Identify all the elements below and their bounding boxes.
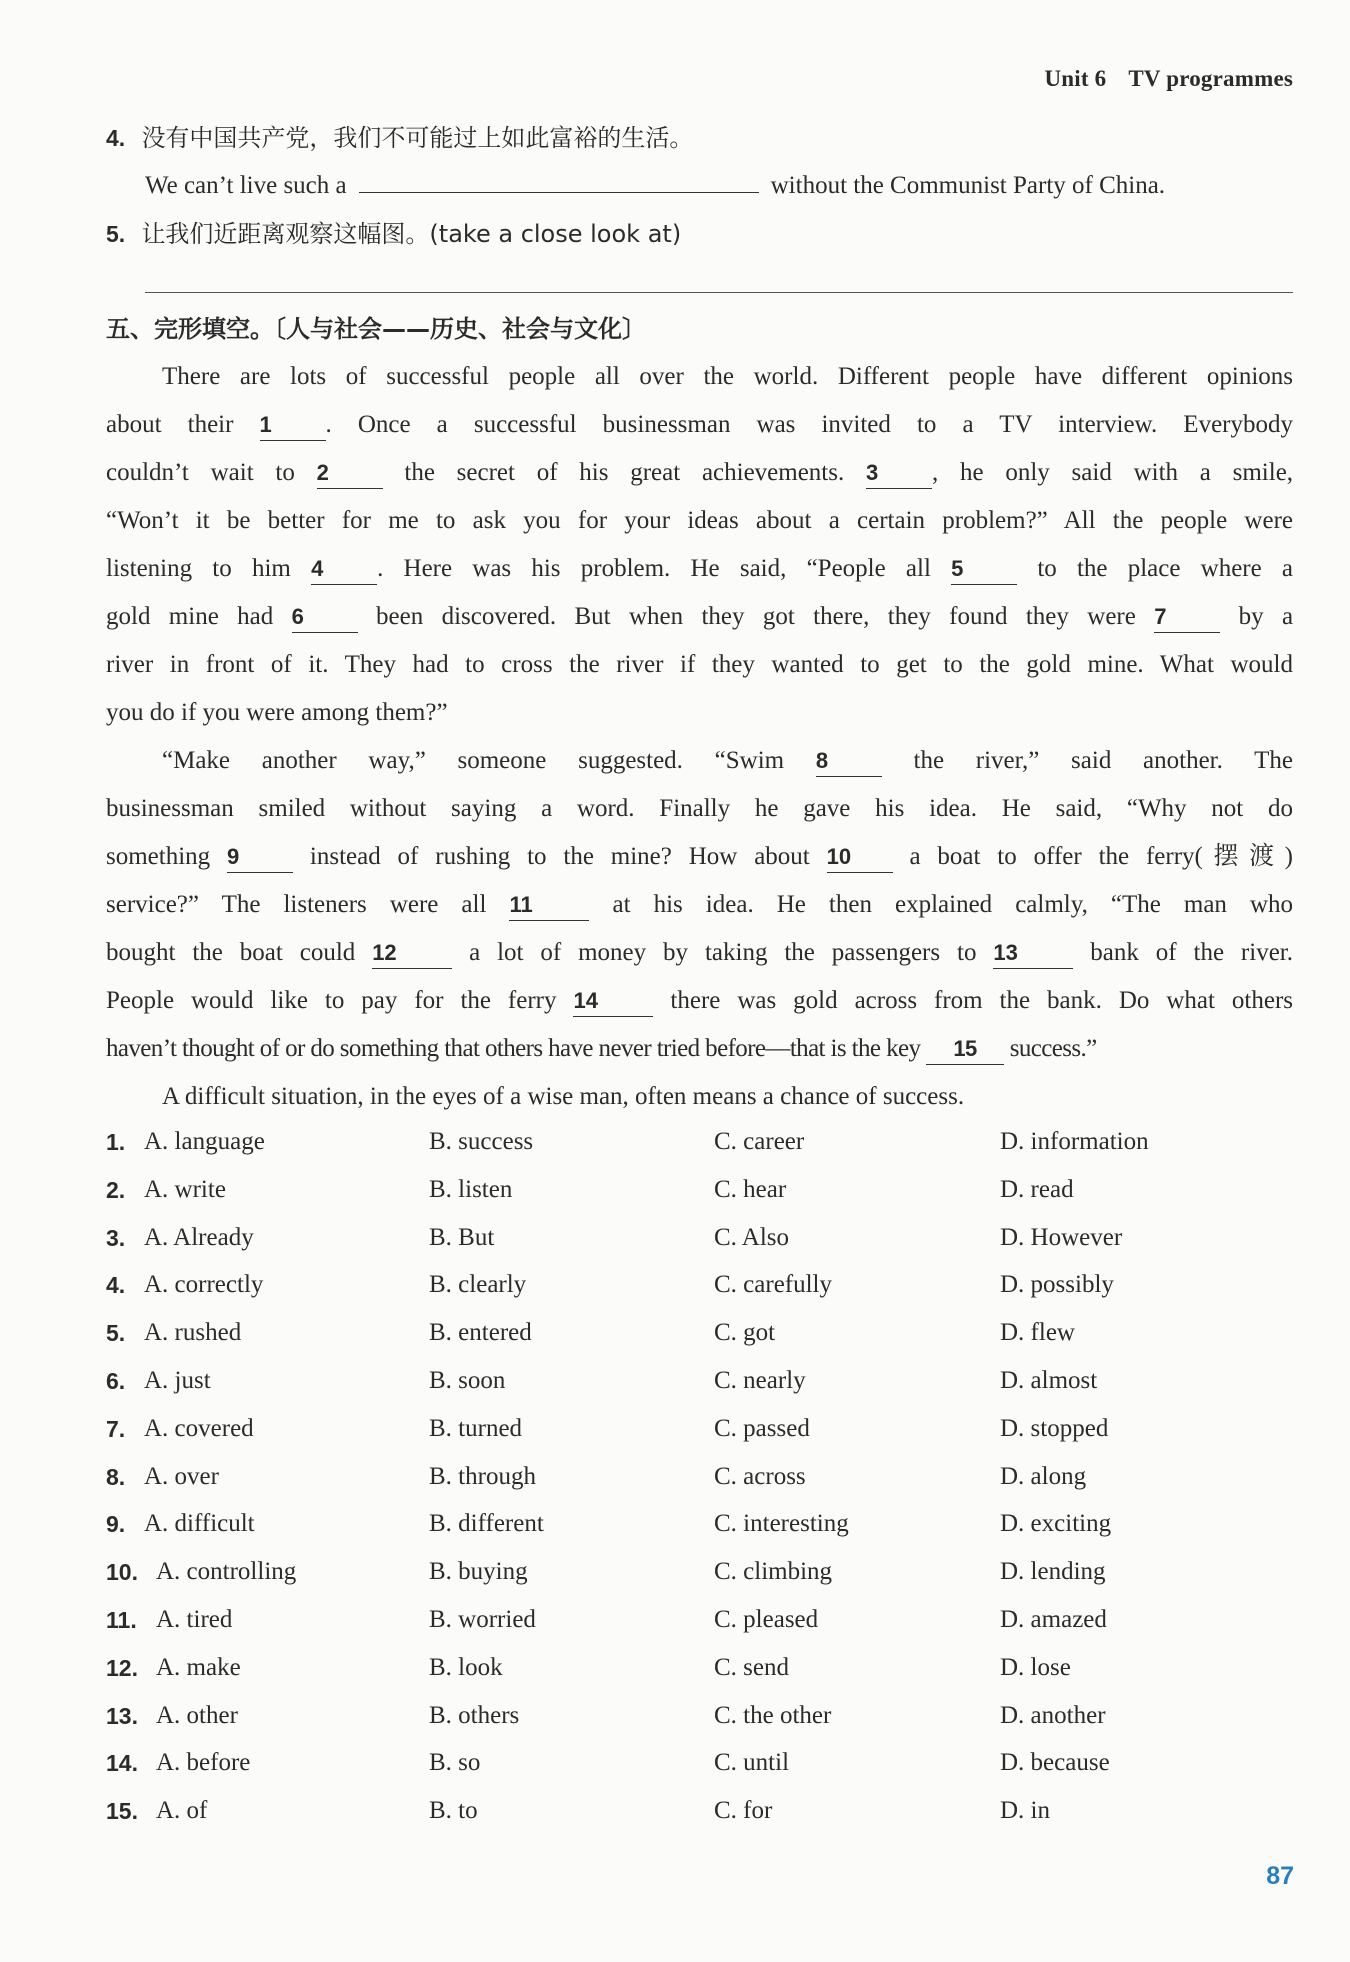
option-row [106,1453,1296,1501]
passage-line [106,497,1293,545]
unit-label: Unit 6 [1044,66,1107,91]
passage-text: the secret of his great achievements. [404,459,845,486]
passage-text: “Won’t it be better for me to ask you for your ideas about a certain problem?” All the people were [106,507,1293,534]
option-a[interactable]: A. other [156,1701,238,1729]
passage-line [162,1073,1293,1121]
option-row [106,1644,1296,1692]
passage-text: at his idea. He then explained calmly, “The man who [612,891,1294,918]
option-row [106,1166,1296,1214]
option-a[interactable]: A. just [144,1366,211,1394]
option-d[interactable]: D. flew [1000,1319,1075,1347]
option-c[interactable]: C. Also [714,1223,790,1251]
option-c[interactable]: C. until [714,1749,790,1777]
option-b[interactable]: B. to [429,1797,478,1825]
passage-text: “Make another way,” someone suggested. “Swim [162,747,785,774]
option-d[interactable]: D. information [1000,1128,1149,1155]
option-b[interactable]: B. worried [429,1605,536,1633]
option-number: 13. [106,1702,138,1729]
english-prefix: We can’t live such a [145,172,347,199]
option-d[interactable]: D. in [1000,1797,1050,1825]
option-number: 1. [106,1129,126,1155]
passage-line [106,977,1293,1025]
passage-line [106,545,1293,593]
passage-line [106,833,1293,881]
passage-text: , he only said with a smile, [932,459,1294,486]
passage-text: bought the boat could [106,939,356,966]
option-d[interactable]: D. lending [1000,1558,1106,1586]
option-b[interactable]: B. entered [429,1319,532,1347]
chinese-sentence: 让我们近距离观察这幅图。(take a close look at) [141,220,682,248]
option-number: 3. [106,1224,126,1251]
passage-text: by a [1238,603,1294,630]
blank-7[interactable]: 7 [1154,602,1220,633]
option-row [106,1739,1296,1787]
option-c[interactable]: C. carefully [714,1271,833,1299]
passage-text: to the place where a [1037,555,1294,582]
page-header [1044,66,1293,92]
option-d[interactable]: D. possibly [1000,1271,1114,1299]
passage-text: businessman smiled without saying a word. Finally he gave his idea. He said, “Why not do [106,795,1293,822]
option-number: 11. [106,1606,137,1633]
page-number: 87 [1266,1862,1294,1890]
option-number: 9. [106,1511,126,1538]
option-number: 8. [106,1463,126,1490]
option-b[interactable]: B. buying [429,1558,528,1586]
passage-line [106,1025,1293,1073]
option-c[interactable]: C. nearly [714,1366,806,1394]
passage-text: listening to him [106,555,291,582]
option-row [106,1548,1296,1596]
option-c[interactable]: C. hear [714,1175,787,1203]
option-b[interactable]: B. soon [429,1366,506,1394]
option-row [106,1405,1296,1453]
option-number: 14. [106,1750,138,1777]
passage-text: . Once a successful businessman was invited to a TV interview. Everybody [325,411,1293,438]
option-number: 10. [106,1559,138,1586]
option-d[interactable]: D. another [1000,1701,1106,1729]
option-c[interactable]: C. for [714,1797,773,1825]
passage-text: the river,” said another. The [913,747,1293,774]
option-a[interactable]: A. correctly [144,1271,264,1299]
option-number: 5. [106,1320,126,1347]
passage-text: . Here was his problem. He said, “People all [377,555,931,582]
passage-text: success.” [1009,1035,1097,1062]
option-b[interactable]: B. others [429,1701,520,1729]
passage-text: There are lots of successful people all over the world. Different people have different opinions [162,363,1293,390]
question-number: 5. [106,221,126,247]
option-number: 12. [106,1654,138,1681]
option-c[interactable]: C. pleased [714,1605,819,1633]
passage-text: a lot of money by taking the passengers to [469,939,977,966]
option-d[interactable]: D. stopped [1000,1414,1109,1442]
passage-line [106,689,1293,737]
passage-text: something [106,843,211,870]
passage-text: river in front of it. They had to cross the river if they wanted to get to the gold mine. What would [106,651,1293,678]
question-4 [106,114,1293,163]
option-a[interactable]: A. rushed [144,1319,242,1347]
blank-4[interactable]: 4 [311,554,377,585]
option-c[interactable]: C. career [714,1128,805,1155]
option-number: 4. [106,1272,126,1299]
passage-line [106,449,1293,497]
question-number: 4. [106,125,126,151]
passage-text: there was gold across from the bank. Do what others [670,987,1293,1014]
option-a[interactable]: A. difficult [144,1510,255,1538]
option-a[interactable]: A. before [156,1749,251,1777]
option-c[interactable]: C. climbing [714,1558,833,1586]
option-d[interactable]: D. exciting [1000,1510,1112,1538]
answer-line[interactable] [145,292,1293,293]
passage-text: a boat to offer the ferry(摆渡) [909,843,1294,870]
english-suffix: without the Communist Party of China. [770,172,1166,199]
unit-title: TV programmes [1128,66,1293,91]
option-d[interactable]: D. along [1000,1462,1087,1490]
options-list [106,1118,1296,1835]
passage-line [106,785,1293,833]
chinese-sentence: 没有中国共产党，我们不可能过上如此富裕的生活。 [141,124,694,152]
option-a[interactable]: A. over [144,1462,219,1490]
blank-12[interactable]: 12 [372,938,452,969]
option-number: 7. [106,1415,126,1442]
passage-text: been discovered. But when they got there, they found they were [376,603,1136,630]
passage-text: People would like to pay for the ferry [106,987,557,1014]
passage-text: you do if you were among them?” [106,699,448,726]
option-row [106,1309,1296,1357]
option-row [106,1787,1296,1835]
option-d[interactable]: D. amazed [1000,1605,1107,1633]
option-d[interactable]: D. almost [1000,1366,1098,1394]
option-b[interactable]: B. so [429,1749,481,1777]
option-number: 15. [106,1798,138,1825]
option-b[interactable]: B. different [429,1510,544,1538]
option-d[interactable]: D. lose [1000,1653,1071,1681]
option-a[interactable]: A. language [144,1128,265,1155]
option-a[interactable]: A. covered [144,1414,254,1442]
option-b[interactable]: B. through [429,1462,536,1490]
option-c[interactable]: C. interesting [714,1510,849,1538]
option-row [106,1357,1296,1405]
option-b[interactable]: B. look [429,1653,503,1681]
blank-5[interactable]: 5 [951,554,1017,585]
blank-9[interactable]: 9 [227,842,293,873]
blank-14[interactable]: 14 [573,986,653,1017]
blank-2[interactable]: 2 [317,458,383,489]
passage-line [162,353,1293,401]
section-heading: 五、完形填空。〔人与社会——历史、社会与文化〕 [106,315,646,343]
option-c[interactable]: C. passed [714,1414,810,1442]
option-row [106,1500,1296,1548]
option-b[interactable]: B. listen [429,1175,513,1203]
option-c[interactable]: C. got [714,1319,776,1347]
passage-line [162,737,1293,785]
passage-text: instead of rushing to the mine? How about [309,843,810,870]
option-number: 2. [106,1176,126,1203]
passage-line [106,641,1293,689]
option-d[interactable]: D. read [1000,1175,1074,1203]
blank-13[interactable]: 13 [993,938,1073,969]
section-title [106,305,1293,354]
option-b[interactable]: B. success [429,1128,534,1155]
option-number: 6. [106,1367,126,1394]
option-d[interactable]: D. because [1000,1749,1110,1777]
option-a[interactable]: A. tired [156,1605,233,1633]
option-row [106,1118,1296,1166]
passage-text: A difficult situation, in the eyes of a wise man, often means a chance of success. [162,1083,965,1110]
option-c[interactable]: C. across [714,1462,806,1490]
blank-11[interactable]: 11 [509,890,589,921]
blank-8[interactable]: 8 [816,746,882,777]
question-5 [106,210,1293,259]
option-a[interactable]: A. write [144,1175,226,1203]
option-a[interactable]: A. Already [144,1223,254,1251]
option-b[interactable]: B. But [429,1223,495,1251]
option-c[interactable]: C. the other [714,1701,832,1729]
passage-text: haven’t thought of or do something that others have never tried before—that is the key [106,1035,921,1062]
passage-text: gold mine had [106,603,274,630]
blank-1[interactable]: 1 [260,410,326,441]
passage-text: couldn’t wait to [106,459,295,486]
option-a[interactable]: A. make [156,1653,241,1681]
option-row [106,1261,1296,1309]
passage-line [106,881,1293,929]
blank-3[interactable]: 3 [866,458,932,489]
blank-15[interactable]: 15 [926,1034,1004,1065]
blank-6[interactable]: 6 [292,602,358,633]
question-4-english [145,162,1293,210]
passage-line [106,929,1293,977]
option-c[interactable]: C. send [714,1653,789,1681]
option-b[interactable]: B. turned [429,1414,523,1442]
passage-text: service?” The listeners were all [106,891,487,918]
passage-line [106,593,1293,641]
blank-10[interactable]: 10 [827,842,893,873]
passage-text: bank of the river. [1090,939,1294,966]
answer-blank[interactable] [359,164,759,193]
option-a[interactable]: A. of [156,1797,208,1825]
option-a[interactable]: A. controlling [156,1558,297,1586]
passage-text: about their [106,411,234,438]
option-row [106,1692,1296,1740]
passage-line [106,401,1293,449]
option-row [106,1214,1296,1262]
option-d[interactable]: D. However [1000,1223,1123,1251]
option-b[interactable]: B. clearly [429,1271,527,1299]
option-row [106,1596,1296,1644]
